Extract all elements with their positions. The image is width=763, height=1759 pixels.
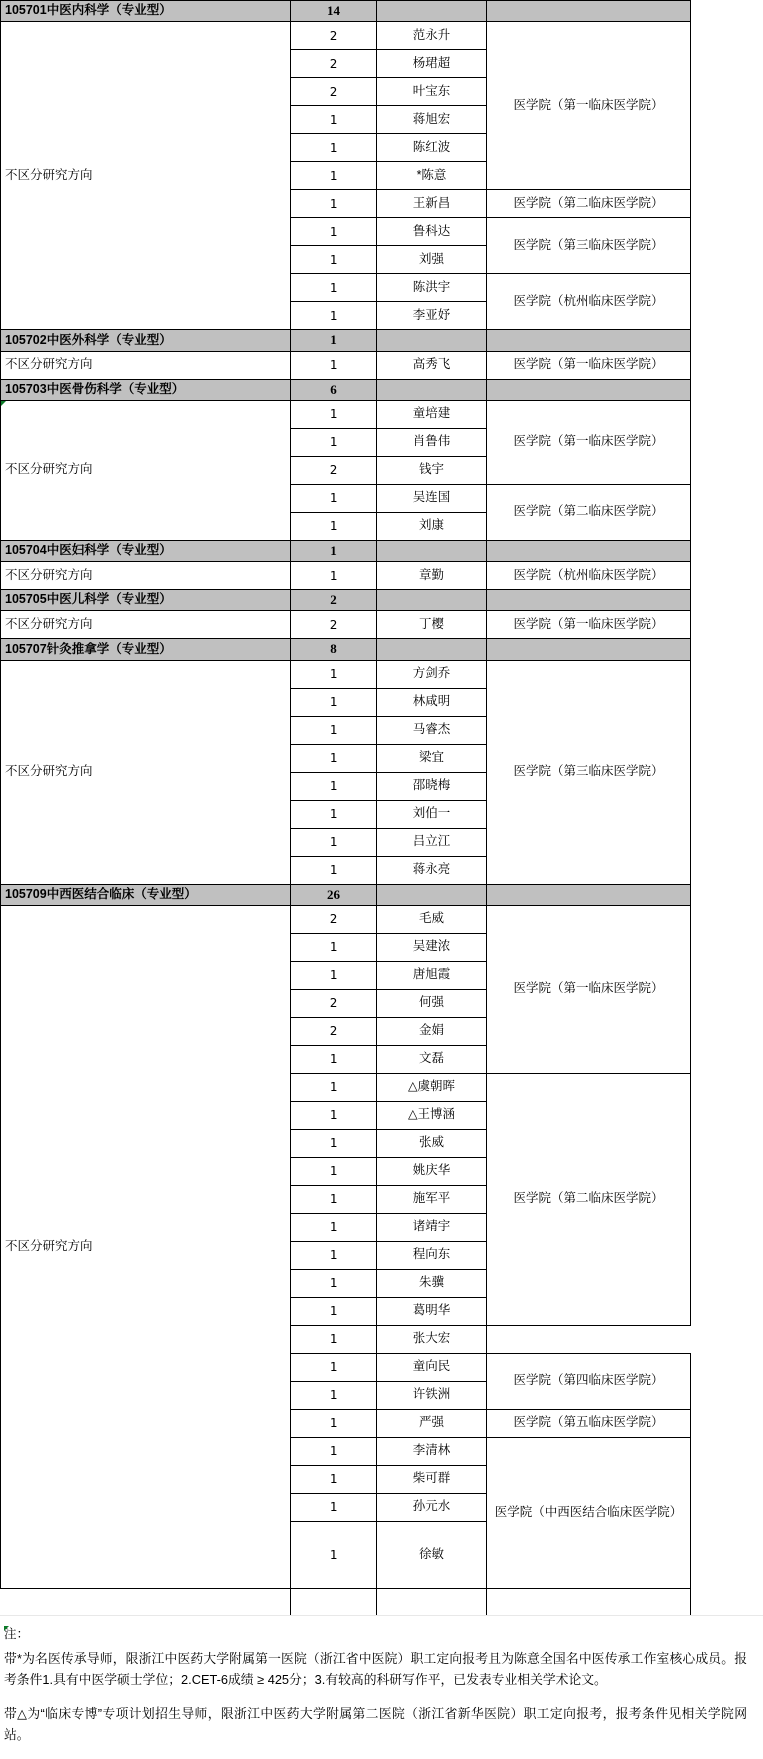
quota-cell: 1 [291,800,377,828]
advisor-name-cell: 吕立江 [377,828,487,856]
college-cell: 医学院（第二临床医学院） [487,190,691,218]
quota-cell: 1 [291,1381,377,1409]
quota-cell: 1 [291,1045,377,1073]
table-row [1,660,691,688]
quota-cell: 1 [291,716,377,744]
advisor-name-cell: 徐敏 [377,1521,487,1589]
quota-cell: 1 [291,218,377,246]
advisor-name-cell: 张大宏 [377,1325,487,1353]
college-cell: 医学院（第二临床医学院） [487,1073,691,1325]
major-blank-college [487,1,691,22]
college-cell: 医学院（杭州临床医学院） [487,562,691,590]
advisor-name-cell: 钱宇 [377,456,487,484]
advisor-name-cell: 章勤 [377,562,487,590]
major-title: 105707针灸推拿学（专业型） [1,639,291,660]
quota-cell: 1 [291,961,377,989]
major-title: 105703中医骨伤科学（专业型） [1,379,291,400]
major-blank-college [487,639,691,660]
quota-cell: 1 [291,1157,377,1185]
table-row [1,611,691,639]
major-title: 105702中医外科学（专业型） [1,330,291,351]
advisor-name-cell: 刘伯一 [377,800,487,828]
quota-cell: 1 [291,1353,377,1381]
major-blank-college [487,330,691,351]
advisor-name-cell: 文磊 [377,1045,487,1073]
major-total-quota: 14 [291,1,377,22]
advisor-name-cell: 丁樱 [377,611,487,639]
quota-cell: 1 [291,428,377,456]
advisor-name-cell: 何强 [377,989,487,1017]
quota-cell: 1 [291,688,377,716]
major-blank-advisor [377,540,487,561]
advisor-name-cell: 吴建浓 [377,933,487,961]
research-direction: 不区分研究方向 [1,400,291,540]
table-row [1,905,691,933]
quota-cell: 1 [291,351,377,379]
quota-cell: 1 [291,162,377,190]
advisor-name-cell: 柴可群 [377,1465,487,1493]
major-total-quota: 6 [291,379,377,400]
major-header-row [1,1,691,22]
quota-cell: 1 [291,1213,377,1241]
advisor-name-cell: 梁宜 [377,744,487,772]
quota-cell: 1 [291,1465,377,1493]
table-row [1,351,691,379]
college-cell: 医学院（第一临床医学院） [487,22,691,190]
quota-cell: 1 [291,1129,377,1157]
advisor-name-cell: 王新昌 [377,190,487,218]
quota-cell: 1 [291,1409,377,1437]
research-direction: 不区分研究方向 [1,22,291,330]
quota-cell: 1 [291,302,377,330]
advisor-name-cell: △虞朝晖 [377,1073,487,1101]
advisor-name-cell: 姚庆华 [377,1157,487,1185]
advisor-name-cell: 许铁洲 [377,1381,487,1409]
advisor-name-cell: 蒋旭宏 [377,106,487,134]
advisor-name-cell: 高秀飞 [377,351,487,379]
trailing-blank-row [1,1589,691,1616]
advisor-name-cell: 李亚妤 [377,302,487,330]
advisor-name-cell: 鲁科达 [377,218,487,246]
advisor-name-cell: 金娟 [377,1017,487,1045]
college-cell: 医学院（中西医结合临床医学院） [487,1437,691,1589]
quota-cell: 1 [291,1073,377,1101]
quota-cell: 1 [291,828,377,856]
major-blank-advisor [377,884,487,905]
table-row [1,22,691,50]
advisor-name-cell: 蒋永亮 [377,856,487,884]
quota-cell: 1 [291,190,377,218]
quota-cell: 1 [291,1241,377,1269]
major-blank-advisor [377,639,487,660]
major-total-quota: 2 [291,590,377,611]
advisor-name-cell: 唐旭霞 [377,961,487,989]
major-title: 105704中医妇科学（专业型） [1,540,291,561]
major-title: 105701中医内科学（专业型） [1,1,291,22]
advisor-name-cell: 张威 [377,1129,487,1157]
major-blank-college [487,540,691,561]
quota-cell: 1 [291,660,377,688]
quota-cell: 1 [291,106,377,134]
advisor-name-cell: 叶宝东 [377,78,487,106]
quota-cell: 1 [291,1269,377,1297]
advisor-name-cell: 邵晓梅 [377,772,487,800]
quota-cell: 1 [291,744,377,772]
table-row [1,562,691,590]
advisor-name-cell: 杨珺超 [377,50,487,78]
advisor-name-cell: 范永升 [377,22,487,50]
advisor-name-cell: 朱骥 [377,1269,487,1297]
quota-cell: 2 [291,611,377,639]
quota-cell: 1 [291,1101,377,1129]
major-total-quota: 1 [291,330,377,351]
major-blank-advisor [377,1,487,22]
advisor-name-cell: 毛威 [377,905,487,933]
blank-cell [1,1589,291,1616]
quota-cell: 1 [291,1185,377,1213]
research-direction: 不区分研究方向 [1,611,291,639]
advisor-name-cell: 李清林 [377,1437,487,1465]
research-direction: 不区分研究方向 [1,905,291,1589]
major-header-row [1,884,691,905]
advisor-name-cell: 刘强 [377,246,487,274]
quota-cell: 1 [291,134,377,162]
advisor-name-cell: 诸靖宇 [377,1213,487,1241]
quota-cell: 1 [291,400,377,428]
major-header-row [1,590,691,611]
table-body [1,1,691,1616]
major-total-quota: 8 [291,639,377,660]
advisor-name-cell: 陈洪宇 [377,274,487,302]
quota-cell: 1 [291,512,377,540]
quota-cell: 2 [291,989,377,1017]
college-cell: 医学院（第一临床医学院） [487,351,691,379]
advisor-name-cell: 施军平 [377,1185,487,1213]
major-blank-college [487,590,691,611]
advisor-name-cell: 葛明华 [377,1297,487,1325]
college-cell: 医学院（第二临床医学院） [487,484,691,540]
quota-cell: 1 [291,246,377,274]
major-title: 105705中医儿科学（专业型） [1,590,291,611]
quota-cell: 1 [291,1493,377,1521]
major-header-row [1,330,691,351]
quota-cell: 2 [291,50,377,78]
college-cell: 医学院（第四临床医学院） [487,1353,691,1409]
notes-section [0,1616,755,1745]
major-blank-college [487,884,691,905]
advisor-name-cell: 方剑乔 [377,660,487,688]
quota-cell: 1 [291,933,377,961]
major-blank-advisor [377,590,487,611]
research-direction: 不区分研究方向 [1,660,291,884]
advisor-name-cell: 陈红波 [377,134,487,162]
advisor-name-cell: 林咸明 [377,688,487,716]
college-cell: 医学院（第三临床医学院） [487,218,691,274]
quota-cell: 2 [291,78,377,106]
college-cell: 医学院（第一临床医学院） [487,905,691,1073]
quota-cell: 1 [291,856,377,884]
quota-cell: 1 [291,1297,377,1325]
quota-cell: 1 [291,772,377,800]
quota-cell: 1 [291,274,377,302]
quota-cell: 1 [291,484,377,512]
quota-cell: 2 [291,456,377,484]
major-header-row [1,379,691,400]
quota-cell: 2 [291,22,377,50]
major-total-quota: 1 [291,540,377,561]
major-header-row [1,540,691,561]
college-cell: 医学院（第三临床医学院） [487,660,691,884]
table-row [1,400,691,428]
major-title: 105709中西医结合临床（专业型） [1,884,291,905]
note-item-1: 带*为名医传承导师，限浙江中医药大学附属第一医院（浙江省中医院）职工定向报考且为陈意全国名中医传承工作室核心成员。报考条件1.具有中医学硕士学位；2.CET-6成绩 ≥ 425分；3.有较高的科研写作平，已发表专业相关学术论文。 [4,1651,747,1687]
major-blank-advisor [377,330,487,351]
advisor-name-cell: 严强 [377,1409,487,1437]
college-cell: 医学院（第一临床医学院） [487,611,691,639]
major-blank-college [487,379,691,400]
quota-cell: 1 [291,1521,377,1589]
advisor-name-cell: △王博涵 [377,1101,487,1129]
advisor-name-cell: 刘康 [377,512,487,540]
college-cell: 医学院（第五临床医学院） [487,1409,691,1437]
advisor-name-cell: 程向东 [377,1241,487,1269]
note-item-2: 带△为“临床专博”专项计划招生导师，限浙江中医药大学附属第二医院（浙江省新华医院）职工定向报考，报考条件见相关学院网站。 [4,1706,747,1742]
advisor-name-cell: 童培建 [377,400,487,428]
quota-cell: 2 [291,905,377,933]
major-total-quota: 26 [291,884,377,905]
comment-flag-icon [1,401,6,406]
research-direction: 不区分研究方向 [1,562,291,590]
blank-cell [291,1589,377,1616]
advisor-name-cell: 孙元水 [377,1493,487,1521]
advisor-name-cell: 马睿杰 [377,716,487,744]
major-header-row [1,639,691,660]
advisor-name-cell: 吴连国 [377,484,487,512]
blank-cell [487,1589,691,1616]
quota-cell: 1 [291,562,377,590]
advisor-name-cell: *陈意 [377,162,487,190]
advisor-name-cell: 肖鲁伟 [377,428,487,456]
research-direction: 不区分研究方向 [1,351,291,379]
college-cell: 医学院（第一临床医学院） [487,400,691,484]
notes-label: 注： [4,1627,30,1642]
advisor-name-cell: 童向民 [377,1353,487,1381]
major-blank-advisor [377,379,487,400]
comment-flag-icon [4,1626,9,1631]
quota-cell: 1 [291,1437,377,1465]
college-cell: 医学院（杭州临床医学院） [487,274,691,330]
blank-cell [377,1589,487,1616]
quota-cell: 1 [291,1325,377,1353]
quota-cell: 2 [291,1017,377,1045]
